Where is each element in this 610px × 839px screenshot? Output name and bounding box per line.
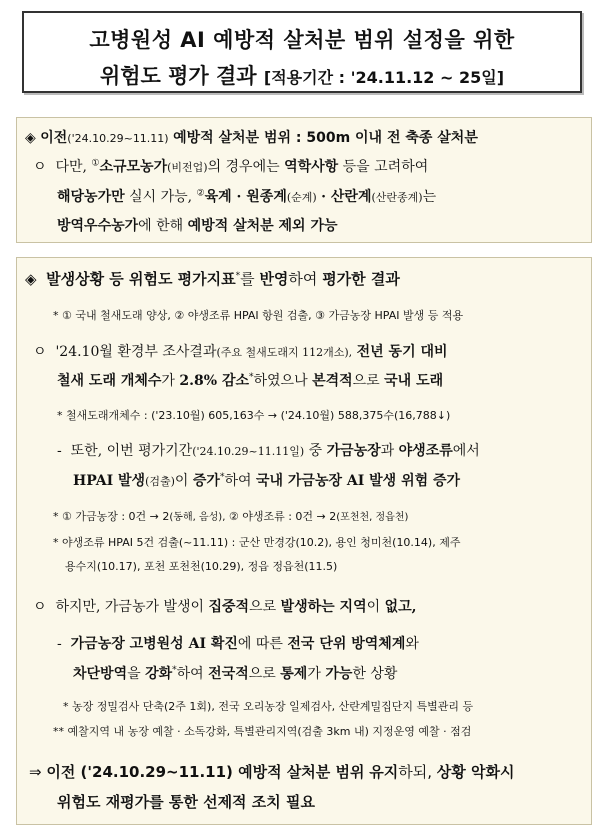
migratory-birds-line-2: 철새 도래 개체수가 2.8% 감소*하였으나 본격적으로 국내 도래 — [57, 372, 444, 389]
title-box — [22, 11, 582, 93]
note-bird-count: * 철새도래개체수 : ('23.10월) 605,163수 → ('24.10월) 588,375수(16,788↓) — [57, 409, 451, 422]
title-period: [적용기간 : '24.11.12 ~ 25일] — [263, 68, 505, 87]
note-outbreak-counts: * ① 가금농장 : 0건 → 2(동해, 음성), ② 야생조류 : 0건 → 2(포천천, 정읍천) — [53, 510, 409, 523]
diamond-bullet-icon: ◈ — [25, 130, 36, 146]
migratory-birds-line-1: ㅇ '24.10월 환경부 조사결과(주요 철새도래지 112개소), 전년 동기 대비 — [33, 344, 448, 360]
previous-scope-line-2: 해당농가만 실시 가능, ②육계 · 원종계(순계) · 산란계(산란종계)는 — [57, 188, 437, 205]
title-main: 위험도 평가 결과 — [99, 64, 257, 88]
note-wild-bird-detections-1: * 야생조류 HPAI 5건 검출(~11.11) : 군산 만경강(10.2), 용인 청미천(10.14), 제주 — [53, 536, 461, 549]
note-surveillance: ** 예찰지역 내 농장 예찰 · 소독강화, 특별관리지역(검출 3km 내) 지정운영 예찰 · 점검 — [53, 725, 472, 738]
evaluation-heading: ◈ 발생상황 등 위험도 평가지표*를 반영하여 평가한 결과 — [25, 270, 400, 288]
previous-scope-line-3: 방역우수농가에 한해 예방적 살처분 제외 가능 — [57, 218, 338, 234]
previous-scope-box — [16, 117, 592, 243]
conclusion-line-2: 위험도 재평가를 통한 선제적 조치 필요 — [57, 793, 315, 811]
previous-scope-line-1: ㅇ 다만, ①소규모농가(비전업)의 경우에는 역학사항 등을 고려하여 — [33, 158, 429, 175]
previous-scope-heading: ◈ 이전('24.10.29~11.11) 예방적 살처분 범위 : 500m 이내 전 축종 살처분 — [25, 130, 478, 146]
control-line-1: - 가금농장 고병원성 AI 확진에 따른 전국 단위 방역체계와 — [57, 636, 419, 652]
control-line-2: 차단방역을 강화*하여 전국적으로 통제가 가능한 상황 — [73, 665, 398, 682]
note-indicators: * ① 국내 철새도래 양상, ② 야생조류 HPAI 항원 검출, ③ 가금농장 HPAI 발생 등 적용 — [53, 309, 464, 322]
diamond-bullet-icon: ◈ — [25, 270, 37, 288]
hpai-line-1: - 또한, 이번 평가기간('24.10.29~11.11일) 중 가금농장과 야생조류에서 — [57, 443, 480, 459]
title-line-2 — [24, 60, 580, 90]
hpai-line-2: HPAI 발생(검출)이 증가*하여 국내 가금농장 AI 발생 위험 증가 — [73, 472, 461, 489]
title-line-1: 고병원성 AI 예방적 살처분 범위 설정을 위한 — [89, 28, 515, 52]
conclusion-line-1: ⇒ 이전 ('24.10.29~11.11) 예방적 살처분 범위 유지하되, 상황 악화시 — [29, 763, 515, 781]
note-wild-bird-detections-2: 용수지(10.17), 포천 포천천(10.29), 정읍 정읍천(11.5) — [65, 560, 338, 573]
arrow-right-icon: ⇒ — [29, 763, 42, 781]
no-cluster-line: ㅇ 하지만, 가금농가 발생이 집중적으로 발생하는 지역이 없고, — [33, 599, 417, 615]
evaluation-result-box — [16, 257, 592, 825]
note-farm-measures: * 농장 정밀검사 단축(2주 1회), 전국 오리농장 일제검사, 산란계밀집단지 특별관리 등 — [63, 700, 474, 713]
